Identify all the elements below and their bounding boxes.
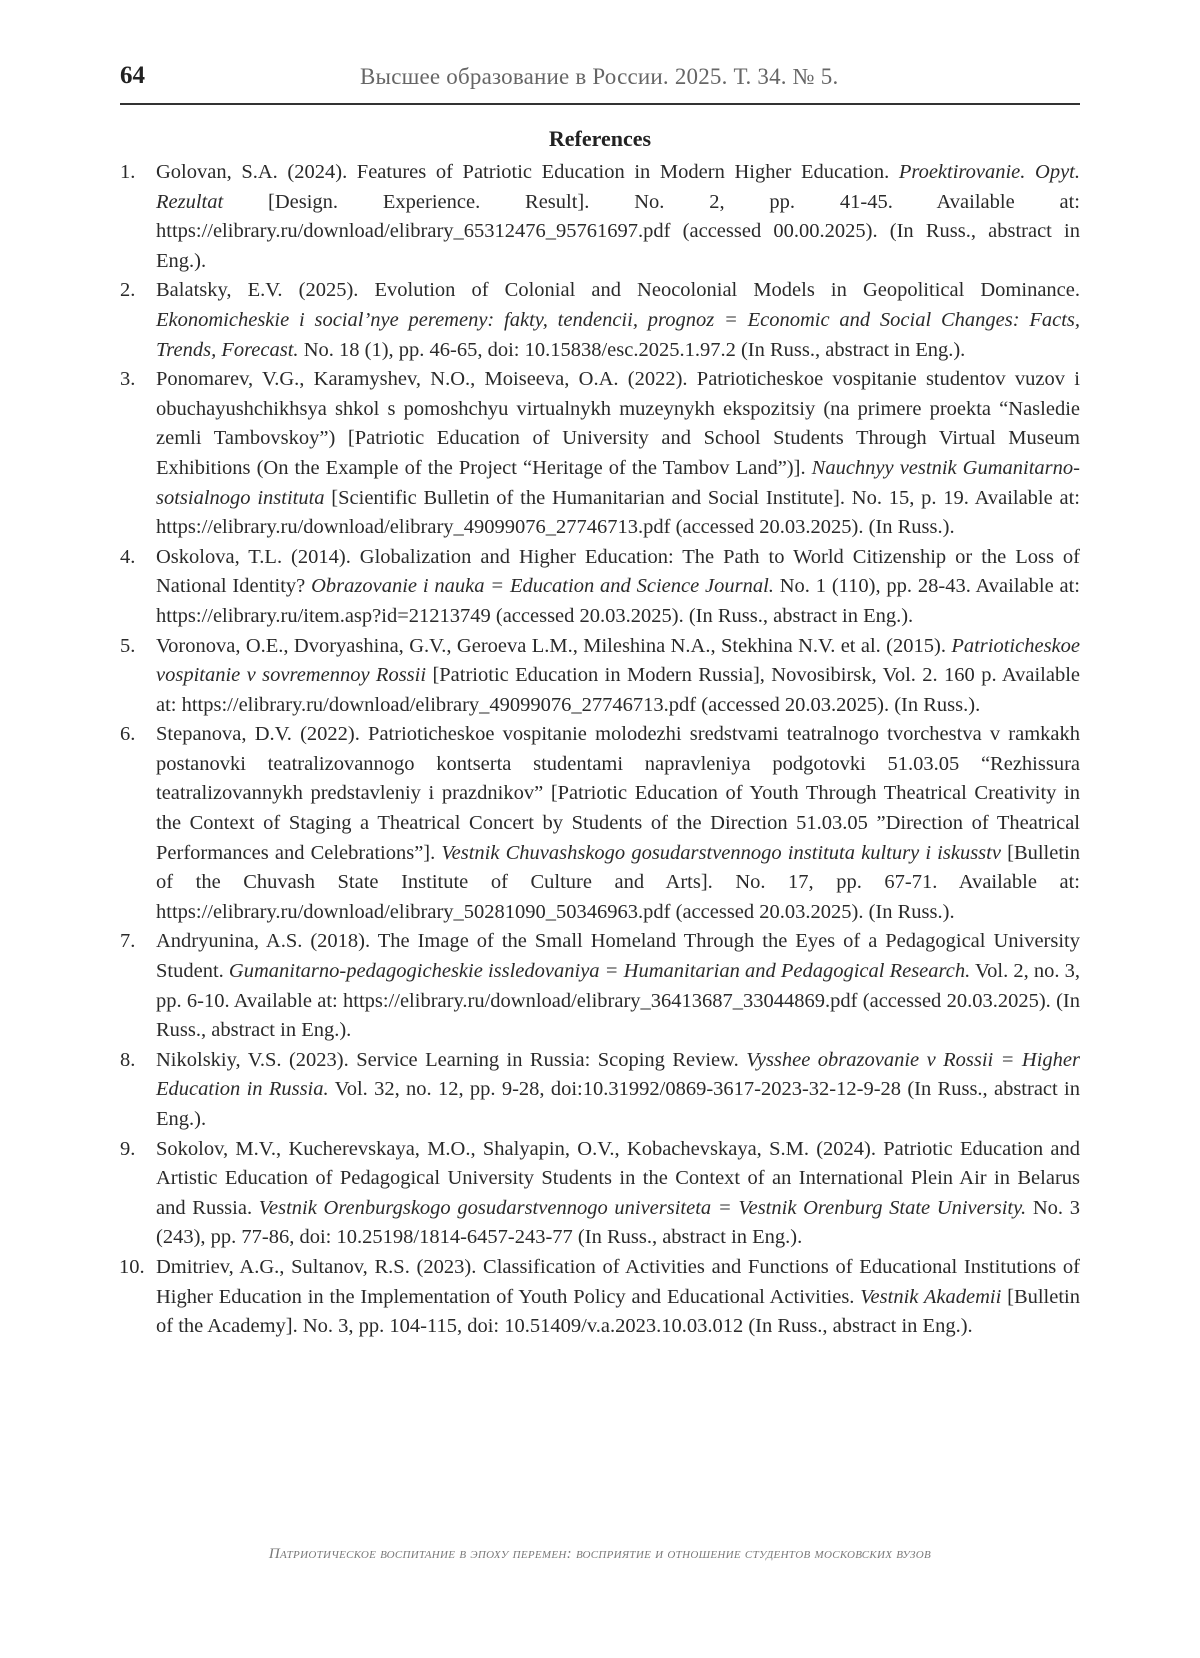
reference-number: 4. — [120, 545, 136, 568]
header-rule — [120, 103, 1080, 105]
reference-details: No. 18 (1), pp. 46-65, doi: 10.15838/esc.2025.1.97.2 (In Russ., abstract in Eng.). — [298, 338, 966, 361]
reference-source: Patrioticheskoe vospitanie v sovremennoy Rossii — [156, 634, 1080, 687]
page-header — [120, 60, 1080, 106]
reference-number: 9. — [120, 1137, 136, 1160]
reference-text: Andryunina, A.S. (2018). The Image of the Small Homeland Through the Eyes of a Pedagogical University Student. — [156, 930, 1080, 983]
references-list — [120, 158, 1080, 1342]
reference-item — [120, 543, 1080, 632]
reference-source: Vysshee obrazovanie v Rossii = Higher Education in Russia. — [156, 1048, 1080, 1101]
reference-details: [Patriotic Education in Modern Russia], Novosibirsk, Vol. 2. 160 p. Available at: https://elibrary.ru/download/elibrary_49099076_27746713.pdf (accessed 20.03.2025). (In Russ.). — [156, 664, 1081, 716]
reference-details: Vol. 32, no. 12, pp. 9-28, doi:10.31992/0869-3617-2023-32-12-9-28 (In Russ., abstract in Eng.). — [156, 1078, 1080, 1130]
reference-details: No. 3 (243), pp. 77-86, doi: 10.25198/1814-6457-243-77 (In Russ., abstract in Eng.). — [156, 1196, 1080, 1249]
journal-title-line: Высшее образование в России. 2025. Т. 34. № 5. — [360, 64, 839, 89]
reference-item — [120, 927, 1080, 1045]
reference-item — [120, 720, 1080, 927]
reference-item — [120, 365, 1080, 543]
reference-number: 3. — [120, 368, 136, 391]
reference-number: 2. — [120, 279, 136, 302]
reference-source: Ekonomicheskie i social’nye peremeny: fakty, tendencii, prognoz = Economic and Social Changes: Facts, Trends, Forecast. — [156, 308, 1080, 361]
reference-item — [120, 276, 1080, 365]
reference-details: Vol. 2, no. 3, pp. 6-10. Available at: https://elibrary.ru/download/elibrary_36413687_33044869.pdf (accessed 20.03.2025). (In Russ., abstract in Eng.). — [156, 960, 1080, 1042]
reference-text: Nikolskiy, V.S. (2023). Service Learning in Russia: Scoping Review. — [156, 1048, 747, 1071]
reference-source: Vestnik Chuvashskogo gosudarstvennogo instituta kultury i iskusstv — [441, 841, 1001, 864]
reference-details: [Bulletin of the Academy]. No. 3, pp. 104-115, doi: 10.51409/v.a.2023.10.03.012 (In Russ., abstract in Eng.). — [156, 1285, 1080, 1338]
reference-source: Nauchnyy vestnik Gumanitarno-sotsialnogo instituta — [156, 456, 1080, 509]
reference-item — [120, 158, 1080, 276]
reference-text: Dmitriev, A.G., Sultanov, R.S. (2023). Classification of Activities and Functions of Educational Institutions of Higher Education in the Implementation of Youth Policy and Educational Activities. — [156, 1255, 1080, 1308]
reference-number: 10. — [119, 1255, 145, 1278]
reference-number: 1. — [120, 161, 136, 183]
reference-number: 5. — [120, 634, 136, 657]
reference-item — [120, 1253, 1080, 1342]
reference-details: [Bulletin of the Chuvash State Institute of Culture and Arts]. No. 17, pp. 67-71. Available at: https://elibrary.ru/download/elibrary_50281090_50346963.pdf (accessed 20.03.2025). (In Russ.). — [156, 841, 1080, 923]
reference-text: Ponomarev, V.G., Karamyshev, N.O., Moiseeva, O.A. (2022). Patrioticheskoe vospitanie studentov vuzov i obuchayushchikhsya shkol s pomoshchyu virtualnykh muzeynykh ekspozitsiy (na primere proekta “Nasledie zemli Tambovskoy”) [Patriotic Education of University and School Students Through Virtual Museum Exhibitions (On the Example of the Project “Heritage of the Tambov Land”)]. — [156, 368, 1080, 479]
page-number: 64 — [120, 62, 145, 89]
reference-source: Vestnik Orenburgskogo gosudarstvennogo universiteta = Vestnik Orenburg State University. — [258, 1196, 1027, 1219]
reference-item — [120, 1135, 1080, 1253]
reference-item — [120, 632, 1080, 721]
reference-source: Vestnik Akademii — [860, 1285, 1002, 1308]
reference-details: [Scientific Bulletin of the Humanitarian and Social Institute]. No. 15, p. 19. Available at: https://elibrary.ru/download/elibrary_49099076_27746713.pdf (accessed 20.03.2025). (In Russ.). — [156, 486, 1080, 539]
reference-text: Sokolov, M.V., Kucherevskaya, M.O., Shalyapin, O.V., Kobachevskaya, S.M. (2024). Patriotic Education and Artistic Education of Pedagogical University Students in the Context of an International Plein Air in Belarus and Russia. — [156, 1137, 1080, 1219]
reference-details: No. 1 (110), pp. 28-43. Available at: https://elibrary.ru/item.asp?id=21213749 (accessed 20.03.2025). (In Russ., abstract in Eng.). — [156, 575, 1080, 627]
reference-source: Gumanitarno-pedagogicheskie issledovaniya = Humanitarian and Pedagogical Research. — [228, 960, 971, 983]
references-heading: References — [548, 126, 652, 151]
reference-text: Golovan, S.A. (2024). Features of Patriotic Education in Modern Higher Education. — [156, 161, 899, 183]
reference-text: Voronova, O.E., Dvoryashina, G.V., Geroeva L.M., Mileshina N.A., Stekhina N.V. et al. (2015). — [156, 634, 952, 657]
reference-item — [120, 1046, 1080, 1135]
reference-source: Proektirovanie. Opyt. Rezultat — [156, 161, 1080, 213]
reference-number: 7. — [120, 930, 136, 953]
reference-text: Stepanova, D.V. (2022). Patrioticheskoe vospitanie molodezhi sredstvami teatralnogo tvorchestva v ramkakh postanovki teatralizovannogo kontserta studentami napravleniya podgotovki 51.03.05 “Rezhissura teatralizovannykh predstavleniy i prazdnikov” [Patriotic Education of Youth Through Theatrical Creativity in the Context of Staging a Theatrical Concert by Students of the Direction 51.03.05 ”Direction of Theatrical Performances and Celebrations”]. — [156, 723, 1080, 864]
reference-text: Oskolova, T.L. (2014). Globalization and Higher Education: The Path to World Citizenship or the Loss of National Identity? — [156, 545, 1080, 598]
reference-number: 6. — [120, 723, 136, 746]
reference-source: Obrazovanie i nauka = Education and Science Journal. — [311, 575, 774, 598]
reference-number: 8. — [120, 1048, 136, 1071]
running-footer: Патриотическое воспитание в эпоху перемен: восприятие и отношение студентов московских вузов — [268, 1546, 932, 1562]
reference-details: [Design. Experience. Result]. No. 2, pp. 41-45. Available at: https://elibrary.ru/download/elibrary_65312476_95761697.pdf (accessed 00.00.2025). (In Russ., abstract in Eng.). — [156, 190, 1080, 272]
reference-text: Balatsky, E.V. (2025). Evolution of Colonial and Neocolonial Models in Geopolitical Dominance. — [156, 279, 1080, 302]
